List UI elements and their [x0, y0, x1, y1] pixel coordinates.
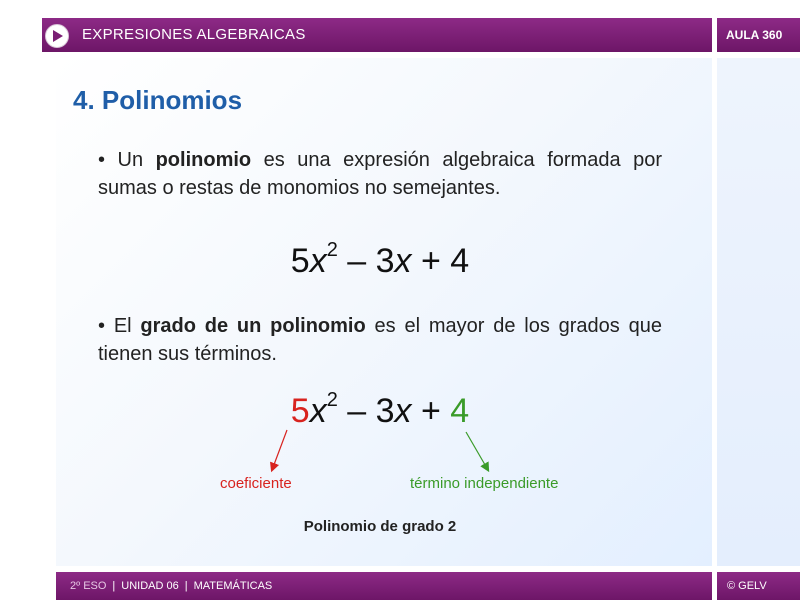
- formula-exponent: 2: [326, 388, 338, 411]
- formula-plus: +: [411, 392, 451, 430]
- formula-variable: x: [309, 242, 327, 280]
- page-title: 4. Polinomios: [73, 85, 243, 115]
- bullet-prefix: • El: [98, 315, 141, 337]
- formula-constant-highlight: 4: [450, 392, 470, 430]
- footer-subject: MATEMÁTICAS: [193, 580, 273, 592]
- polynomial-degree-caption: Polinomio de grado 2: [303, 518, 457, 535]
- footer-separator: |: [184, 580, 188, 592]
- coefficient-arrow: [272, 430, 287, 470]
- footer-course: 2º ESO: [70, 580, 107, 592]
- formula-coefficient: 5: [290, 242, 310, 280]
- footer-breadcrumb: [70, 580, 272, 592]
- formula-variable-2: x: [394, 242, 412, 280]
- header-title: EXPRESIONES ALGEBRAICAS: [82, 26, 306, 43]
- bullet-term: polinomio: [155, 149, 252, 171]
- footer-separator: |: [112, 580, 116, 592]
- formula-variable: x: [309, 392, 327, 430]
- footer-unit: UNIDAD 06: [121, 580, 179, 592]
- constant-arrow: [466, 432, 488, 470]
- formula-exponent: 2: [326, 238, 338, 261]
- formula-variable-2: x: [394, 392, 412, 430]
- formula-tail: + 4: [411, 242, 470, 280]
- bullet-term: grado de un polinomio: [140, 315, 366, 337]
- copyright-label: © GELV: [727, 580, 767, 592]
- constant-term-label: término independiente: [410, 475, 559, 492]
- bullet-definition: es el mayor de los grados que tienen sus términos.: [98, 315, 662, 365]
- formula-middle: – 3: [337, 242, 395, 280]
- brand-label: AULA 360: [726, 28, 783, 42]
- coefficient-label: coeficiente: [220, 475, 292, 492]
- formula-coefficient-highlight: 5: [290, 392, 310, 430]
- formula-middle: – 3: [337, 392, 395, 430]
- bullet-definition: es una expresión algebraica formada por sumas o restas de monomios no semejantes.: [98, 149, 662, 199]
- bullet-prefix: • Un: [98, 149, 156, 171]
